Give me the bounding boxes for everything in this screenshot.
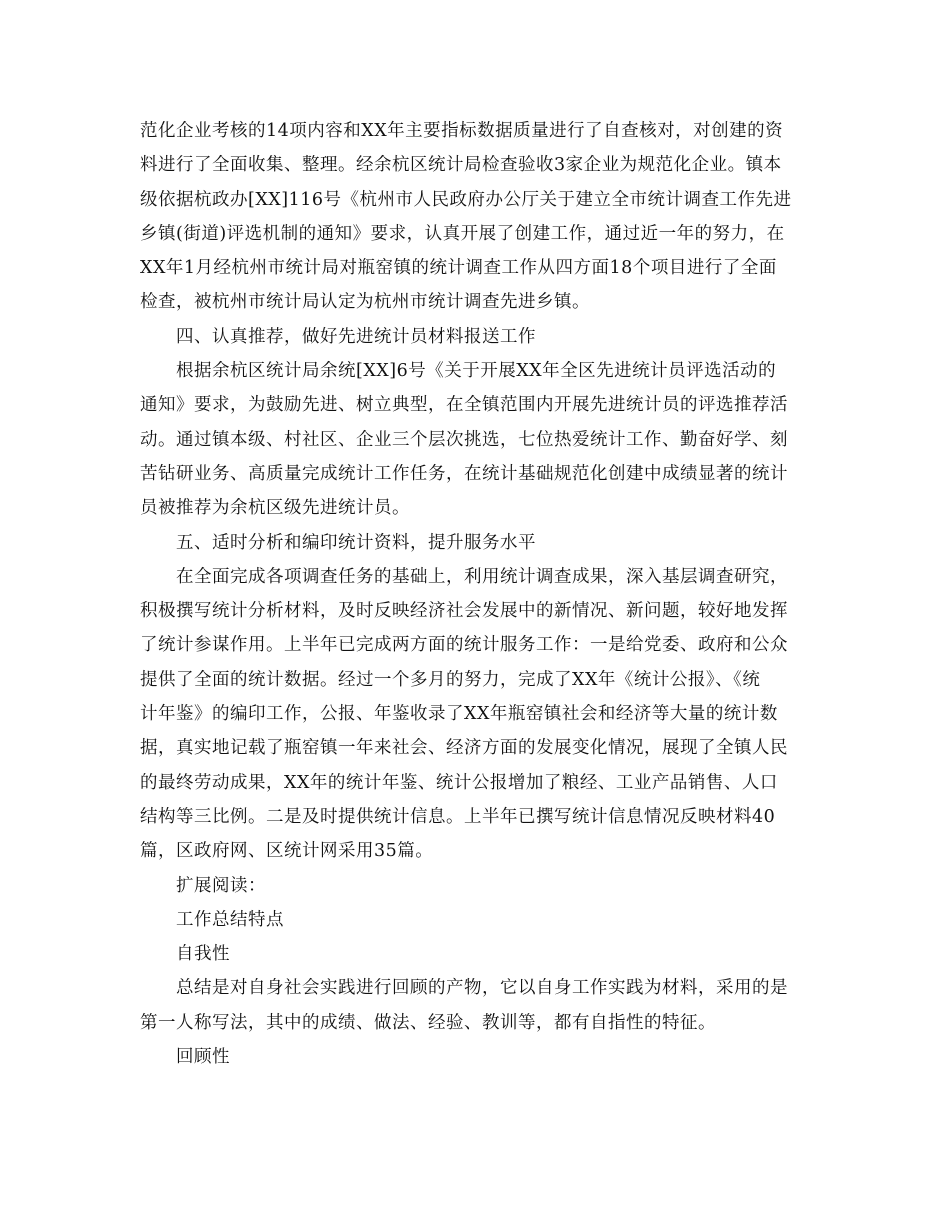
text-line: 积极撰写统计分析材料，及时反映经济社会发展中的新情况、新问题，较好地发挥 <box>140 601 788 622</box>
text-line: 乡镇(街道)评选机制的通知》要求，认真开展了创建工作，通过近一年的努力，在 <box>140 223 785 244</box>
text-line: 动。通过镇本级、村社区、企业三个层次挑选，七位热爱统计工作、勤奋好学、刻 <box>140 429 788 450</box>
text-line: 的最终劳动成果，XX年的统计年鉴、统计公报增加了粮经、工业产品销售、人口 <box>140 772 778 793</box>
text-line: 据，真实地记载了瓶窑镇一年来社会、经济方面的发展变化情况，展现了全镇人民 <box>140 738 788 759</box>
text-line: 苦钻研业务、高质量完成统计工作任务，在统计基础规范化创建中成绩显著的统计 <box>140 463 788 484</box>
summary-features-heading: 工作总结特点 <box>176 909 284 930</box>
self-nature-heading: 自我性 <box>176 944 230 965</box>
text-line: 提供了全面的统计数据。经过一个多月的努力，完成了XX年《统计公报》、《统 <box>140 669 761 690</box>
text-line: 在全面完成各项调查任务的基础上，利用统计调查成果，深入基层调查研究， <box>176 566 788 587</box>
text-line: 料进行了全面收集、整理。经余杭区统计局检查验收3家企业为规范化企业。镇本 <box>140 155 782 176</box>
text-line: 篇，区政府网、区统计网采用35篇。 <box>140 841 434 862</box>
text-line: 了统计参谋作用。上半年已完成两方面的统计服务工作：一是给党委、政府和公众 <box>140 635 788 656</box>
text-line: 计年鉴》的编印工作，公报、年鉴收录了XX年瓶窑镇社会和经济等大量的统计数 <box>140 704 778 725</box>
text-line: 通知》要求，为鼓励先进、树立典型，在全镇范围内开展先进统计员的评选推荐活 <box>140 395 788 416</box>
text-line: 结构等三比例。二是及时提供统计信息。上半年已撰写统计信息情况反映材料40 <box>140 806 776 827</box>
extended-reading-heading: 扩展阅读： <box>176 875 266 896</box>
text-line: 第一人称写法，其中的成绩、做法、经验、教训等，都有自指性的特征。 <box>140 1012 716 1033</box>
text-line: 员被推荐为余杭区级先进统计员。 <box>140 498 410 519</box>
text-line: 范化企业考核的14项内容和XX年主要指标数据质量进行了自查核对，对创建的资 <box>140 121 784 141</box>
section-heading-4: 四、认真推荐，做好先进统计员材料报送工作 <box>176 326 536 347</box>
text-line: 总结是对自身社会实践进行回顾的产物，它以自身工作实践为材料，采用的是 <box>176 978 788 999</box>
text-line: 检查，被杭州市统计局认定为杭州市统计调查先进乡镇。 <box>140 292 590 313</box>
section-heading-5: 五、适时分析和编印统计资料，提升服务水平 <box>176 532 536 553</box>
text-line: 根据余杭区统计局余统[XX]6号《关于开展XX年全区先进统计员评选活动的 <box>176 361 777 382</box>
retrospective-heading: 回顾性 <box>176 1047 230 1068</box>
text-line: 级依据杭政办[XX]116号《杭州市人民政府办公厅关于建立全市统计调查工作先进 <box>140 189 792 210</box>
text-line: XX年1月经杭州市统计局对瓶窑镇的统计调查工作从四方面18个项目进行了全面 <box>140 258 777 279</box>
document-body <box>140 114 812 1074</box>
